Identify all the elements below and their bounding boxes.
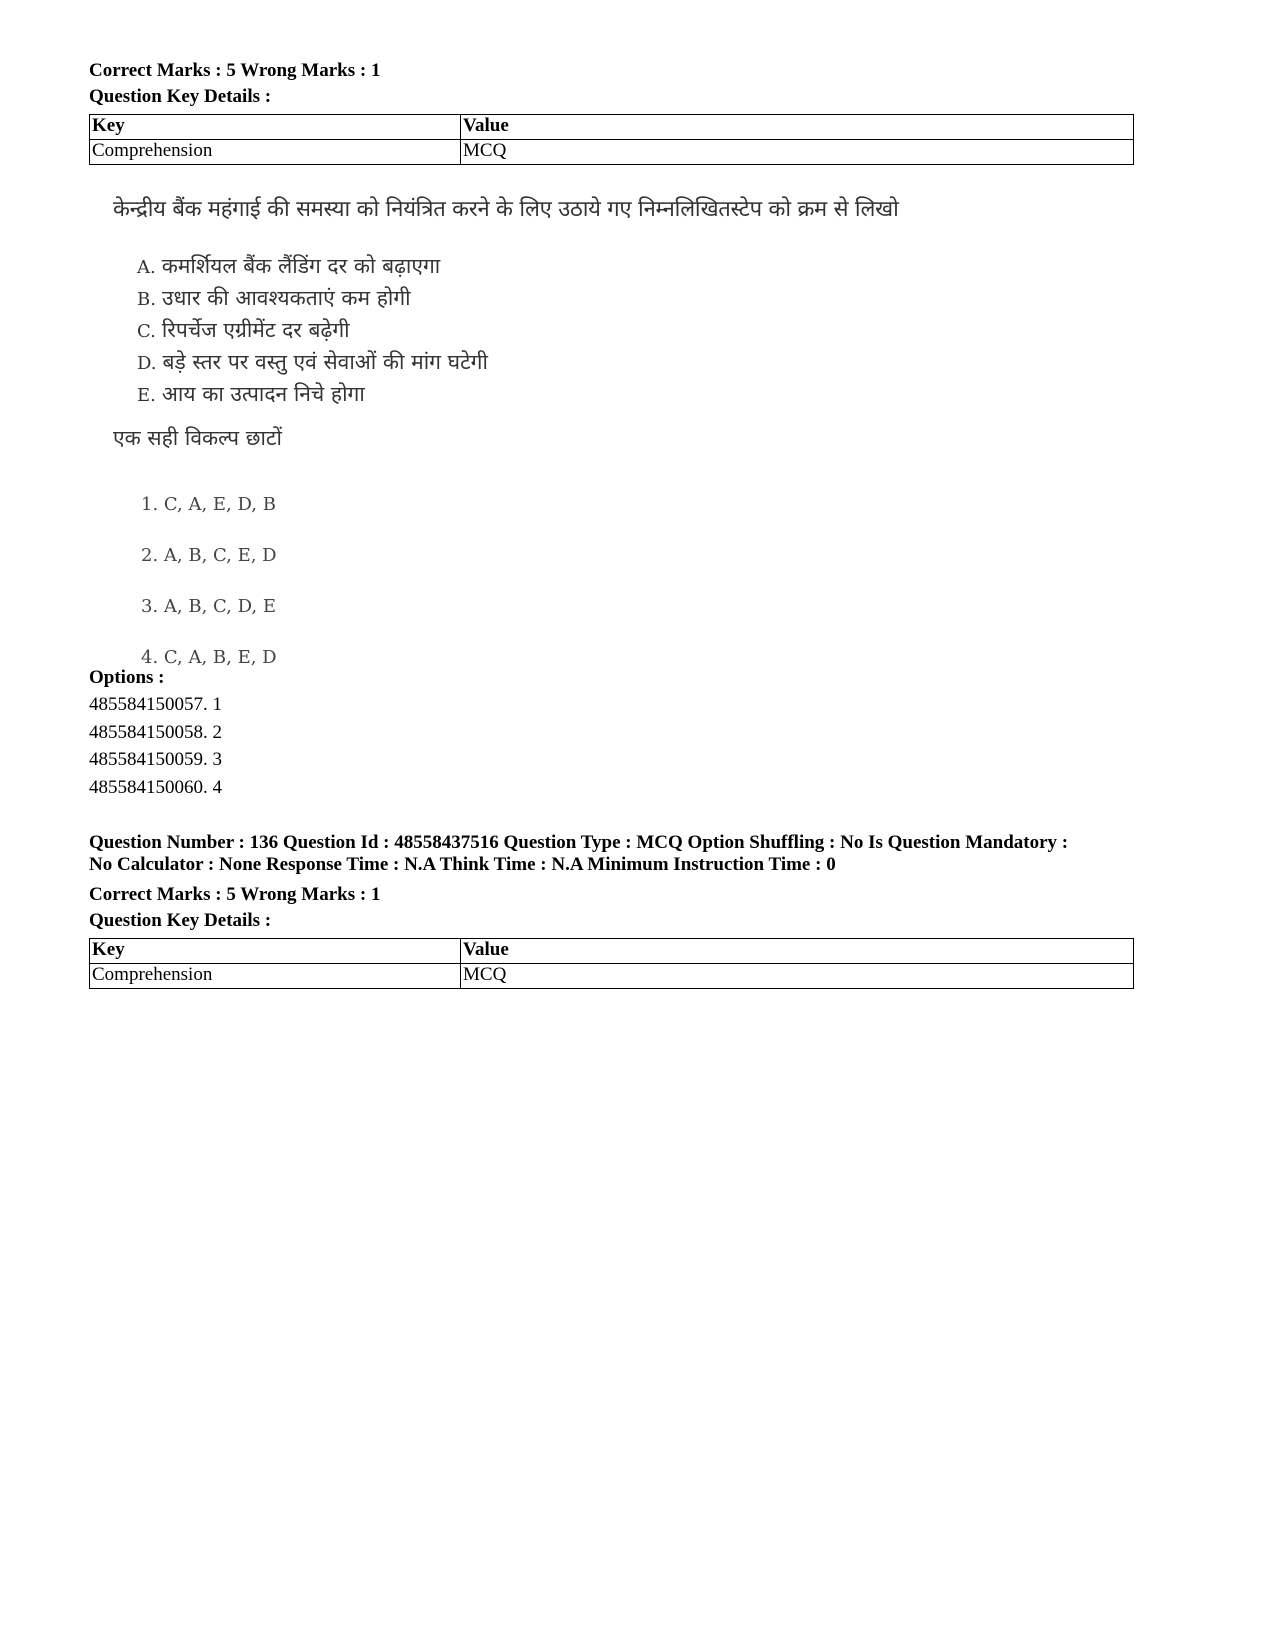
item-letter: A. bbox=[137, 257, 156, 278]
question-item-d bbox=[137, 347, 488, 379]
item-letter: B. bbox=[137, 289, 156, 310]
question-key-table bbox=[89, 114, 1134, 165]
document-page bbox=[89, 58, 1134, 989]
question-header-line-1: Question Number : 136 Question Id : 48558437516 Question Type : MCQ Option Shuffling : No Is Question Mandatory : bbox=[89, 832, 1069, 853]
table-row bbox=[90, 964, 1134, 989]
question-items bbox=[137, 251, 488, 411]
table-header-row bbox=[90, 939, 1134, 964]
answer-choice-2: 2. A, B, C, E, D bbox=[141, 545, 277, 566]
option-item-1: 485584150057. 1 bbox=[89, 694, 222, 715]
table-cell-key: Comprehension bbox=[90, 964, 461, 989]
table-cell-value: MCQ bbox=[461, 964, 1134, 989]
item-text: कमर्शियल बैंक लैंडिंग दर को बढ़ाएगा bbox=[161, 254, 441, 278]
table-header-key: Key bbox=[90, 939, 461, 964]
answer-choice-1: 1. C, A, E, D, B bbox=[141, 494, 276, 515]
question-item-e bbox=[137, 379, 488, 411]
question-image bbox=[109, 189, 989, 668]
item-text: आय का उत्पादन निचे होगा bbox=[161, 382, 365, 406]
options-block bbox=[89, 664, 1134, 801]
item-text: रिपर्चेज एग्रीमेंट दर बढ़ेगी bbox=[161, 318, 350, 342]
choose-instruction: एक सही विकल्प छाटों bbox=[113, 426, 282, 450]
answer-choices bbox=[141, 479, 277, 683]
table-cell-key: Comprehension bbox=[90, 140, 461, 165]
question-header-line-2: No Calculator : None Response Time : N.A Think Time : N.A Minimum Instruction Time : 0 bbox=[89, 854, 836, 875]
question-key-table bbox=[89, 938, 1134, 989]
table-header-key: Key bbox=[90, 115, 461, 140]
question-stem: केन्द्रीय बैंक महंगाई की समस्या को नियंत्रित करने के लिए उठाये गए निम्नलिखितस्टेप को क्रम से लिखो bbox=[113, 197, 899, 222]
key-details-label: Question Key Details : bbox=[89, 910, 272, 931]
item-text: बड़े स्तर पर वस्तु एवं सेवाओं की मांग घटेगी bbox=[162, 350, 488, 374]
question-item-c bbox=[137, 315, 488, 347]
item-letter: E. bbox=[137, 385, 156, 406]
table-cell-value: MCQ bbox=[461, 140, 1134, 165]
option-item-4: 485584150060. 4 bbox=[89, 776, 222, 798]
question-header bbox=[89, 832, 1134, 876]
marks-info: Correct Marks : 5 Wrong Marks : 1 bbox=[89, 884, 381, 905]
table-header-row bbox=[90, 115, 1134, 140]
option-item-2: 485584150058. 2 bbox=[89, 721, 222, 743]
answer-choice-3: 3. A, B, C, D, E bbox=[141, 596, 276, 617]
key-details-label: Question Key Details : bbox=[89, 86, 272, 107]
option-item-3: 485584150059. 3 bbox=[89, 749, 222, 770]
answer-choice-4: 4. C, A, B, E, D bbox=[141, 647, 277, 668]
question-item-a bbox=[137, 251, 488, 283]
options-title: Options : bbox=[89, 667, 165, 688]
marks-info: Correct Marks : 5 Wrong Marks : 1 bbox=[89, 60, 381, 81]
table-header-value: Value bbox=[461, 939, 1134, 964]
item-letter: C. bbox=[137, 321, 156, 342]
item-letter: D. bbox=[137, 353, 157, 374]
question-item-b bbox=[137, 283, 488, 315]
item-text: उधार की आवश्यकताएं कम होगी bbox=[161, 286, 411, 310]
table-header-value: Value bbox=[461, 115, 1134, 140]
table-row bbox=[90, 140, 1134, 165]
